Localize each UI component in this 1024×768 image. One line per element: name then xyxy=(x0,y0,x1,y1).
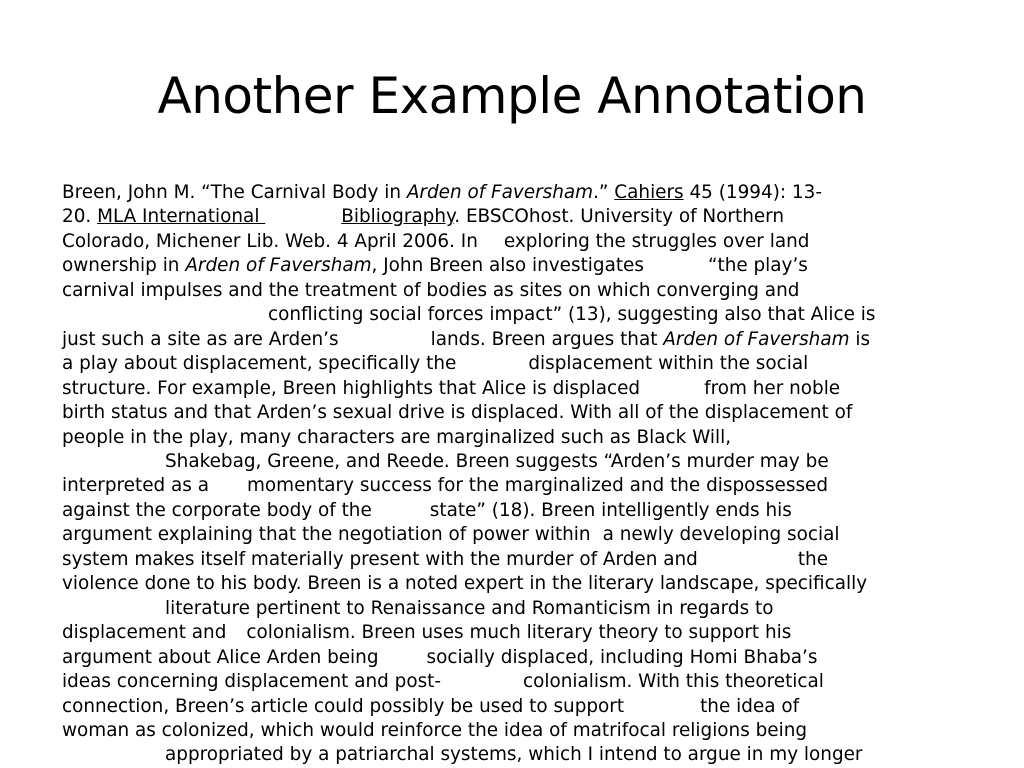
annotation-line: carnival impulses and the treatment of bodies as sites on which converging and xyxy=(62,279,800,301)
annotation-line: birth status and that Arden’s sexual drive is displaced. With all of the displacement of xyxy=(62,402,853,424)
annotation-line: just such a site as are Arden’s lands. Breen argues that Arden of Faversham is xyxy=(62,328,871,350)
journal-title: Cahiers xyxy=(614,182,684,203)
annotation-line: literature pertinent to Renaissance and Romanticism in regards to xyxy=(165,597,774,619)
database-title: MLA International xyxy=(97,206,266,228)
database-title: Bibliography xyxy=(341,206,455,228)
annotation-line: interpreted as a momentary success for the marginalized and the dispossessed xyxy=(62,475,829,497)
annotation-line: argument explaining that the negotiation of power within a newly developing social xyxy=(62,524,840,546)
annotation-line: structure. For example, Breen highlights that Alice is displaced from her noble xyxy=(62,377,841,399)
annotation-line: a play about displacement, specifically the displacement within the social xyxy=(62,353,809,375)
annotation-line: displacement and colonialism. Breen uses much literary theory to support his xyxy=(62,622,792,644)
annotation-line: Breen, John M. “The Carnival Body in Arden of Faversham.” Cahiers 45 (1994): 13- xyxy=(62,182,822,203)
annotation-line: woman as colonized, which would reinforce the idea of matrifocal religions being xyxy=(62,719,808,741)
annotation-line: argument about Alice Arden being socially displaced, including Homi Bhaba’s xyxy=(62,646,818,668)
slide-title: Another Example Annotation xyxy=(157,67,867,125)
annotation-line: people in the play, many characters are marginalized such as Black Will, xyxy=(62,426,732,448)
annotation-line: connection, Breen’s article could possibly be used to support the idea of xyxy=(62,695,800,717)
annotation-line: Colorado, Michener Lib. Web. 4 April 2006. In exploring the struggles over land xyxy=(62,230,810,252)
work-title: Arden of Faversham xyxy=(185,255,372,277)
annotation-line: 20. MLA International Bibliography. EBSCOhost. University of Northern xyxy=(62,206,785,228)
annotation-line: ideas concerning displacement and post- colonialism. With this theoretical xyxy=(62,671,824,693)
annotation-line: conflicting social forces impact” (13), suggesting also that Alice is xyxy=(268,304,876,326)
annotation-line: Shakebag, Greene, and Reede. Breen suggests “Arden’s murder may be xyxy=(165,450,829,472)
annotation-line: ownership in Arden of Faversham, John Breen also investigates “the play’s xyxy=(62,255,808,277)
annotation-line: violence done to his body. Breen is a noted expert in the literary landscape, specifically xyxy=(62,573,868,595)
annotation-line: system makes itself materially present with the murder of Arden and the xyxy=(62,548,829,570)
annotation-body xyxy=(62,181,982,768)
work-title: Arden of Faversham xyxy=(406,182,594,203)
annotation-line: appropriated by a patriarchal systems, which I intend to argue in my longer xyxy=(165,744,863,766)
work-title: Arden of Faversham xyxy=(663,328,850,350)
annotation-line: against the corporate body of the state” (18). Breen intelligently ends his xyxy=(62,499,792,521)
